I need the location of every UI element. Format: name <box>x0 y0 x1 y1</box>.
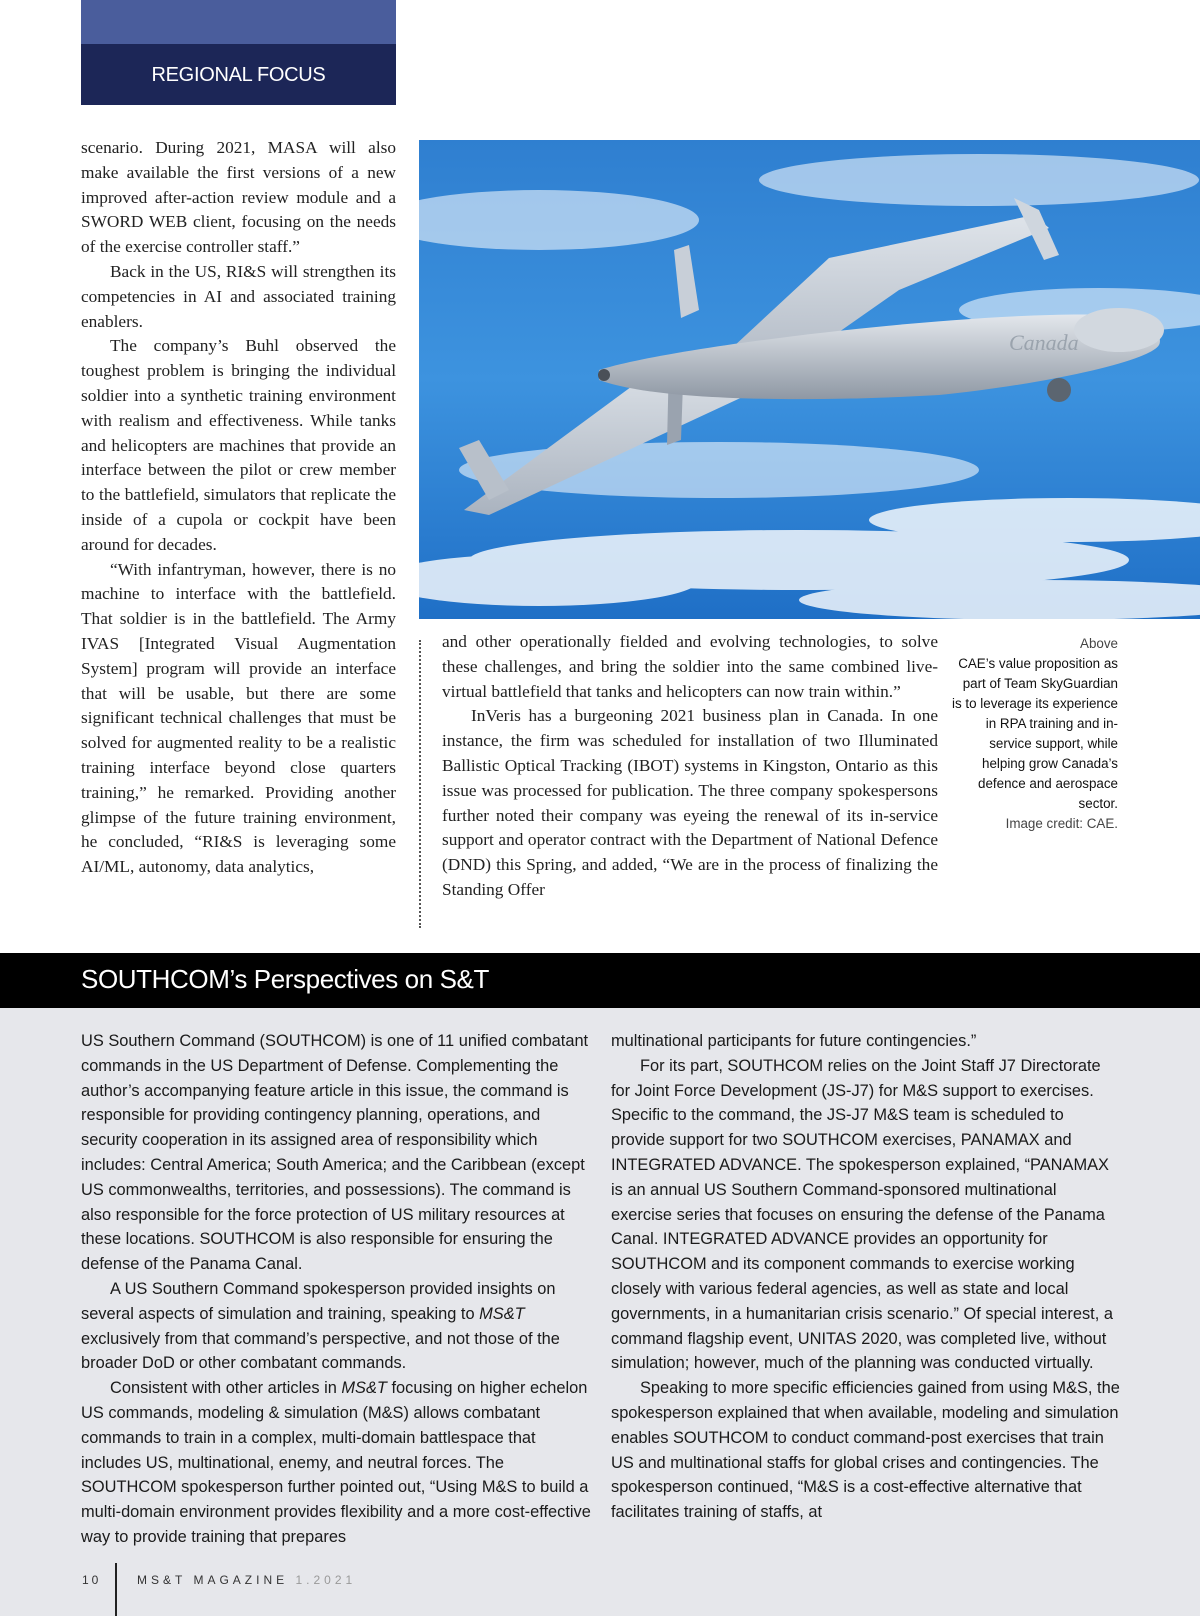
sidebar-paragraph: US Southern Command (SOUTHCOM) is one of 11 unified combatant commands in the US Department of Defense. Complementing the author’s accompanying feature article in this issue, the command is responsible for providing contingency planning, operations, and security cooperation in its assigned area of responsibility which includes: Central America; South America; and the Caribbean (except US commonwealths, territories, and possessions). The command is also responsible for the force protection of US military resources at these locations. SOUTHCOM is also responsible for ensuring the defense of the Panama Canal. <box>81 1032 589 1274</box>
drone-photo <box>419 140 1200 619</box>
column-divider <box>419 640 421 928</box>
sidebar-text: exclusively from that command’s perspective, and not those of the broader DoD or other combatant commands. <box>81 1329 560 1373</box>
article-paragraph: The company’s Buhl observed the toughest problem is bringing the individual soldier into a synthetic training environment with realism and effectiveness. While tanks and helicopters are machines that provide an interface between the pilot or crew member to the battlefield, simulators that replicate the inside of a cupola or cockpit have been around for decades. <box>81 336 396 554</box>
footer-magazine <box>137 1573 356 1587</box>
sidebar-text: focusing on higher echelon US commands, modeling & simulation (M&S) allows combatant commands to train in a complex, multi-domain battlespace that includes US, multinational, enemy, and neutral forces. The SOUTHCOM spokesperson further pointed out, “Using M&S to build a multi-domain environment provides flexibility and a more cost-effective way to provide training that prepares <box>81 1379 591 1546</box>
section-label: REGIONAL FOCUS <box>151 64 326 86</box>
sidebar-paragraph: multinational participants for future contingencies.” <box>611 1032 977 1050</box>
skyguardian-drone-illustration <box>419 140 1200 619</box>
caption-label: Above <box>1080 636 1118 651</box>
article-paragraph: “With infantryman, however, there is no machine to interface with the battlefield. That soldier is in the battlefield. The Army IVAS [Integrated Visual Augmentation System] program will provide an interface that will be usable, but there are some significant technical challenges that must be solved for augmented reality to be a realistic training interface beyond close quarters training,” he remarked. Providing another glimpse of the future training environment, he concluded, “RI&S is leveraging some AI/ML, autonomy, data analytics, <box>81 559 396 877</box>
issue-number: 1.2021 <box>295 1573 357 1587</box>
sidebar-column-left <box>81 1029 591 1550</box>
magazine-name: MS&T <box>479 1304 525 1323</box>
article-paragraph: InVeris has a burgeoning 2021 business plan in Canada. In one instance, the firm was scheduled for installation of two Illuminated Ballistic Optical Tracking (IBOT) systems in Kingston, Ontario as this issue was processed for publication. The three company spokespersons further noted their company was eyeing the renewal of its in-service support and operator contract with the Department of National Defence (DND) this Spring, and added, “We are in the process of finalizing the Standing Offer <box>442 706 938 899</box>
article-paragraph: Back in the US, RI&S will strengthen its competencies in AI and associated training enablers. <box>81 261 396 331</box>
aircraft-marking: Canada <box>1009 330 1079 355</box>
section-tab-top-band <box>81 0 396 44</box>
sidebar-column-right <box>611 1029 1121 1525</box>
caption-text: CAE’s value proposition as part of Team SkyGuardian is to leverage its experience in RPA training and in-service support, while helping grow Canada’s defence and aerospace sector. <box>952 656 1118 811</box>
article-paragraph: and other operationally fielded and evolving technologies, to solve these challenges, and bring the soldier into the same combined live-virtual battlefield that tanks and helicopters can now train within.” <box>442 632 938 701</box>
footer-divider <box>115 1563 117 1616</box>
sidebar-text: A US Southern Command spokesperson provided insights on several aspects of simulation and training, speaking to <box>81 1279 556 1323</box>
sidebar-paragraph <box>81 1376 591 1550</box>
page-number: 10 <box>82 1573 102 1587</box>
article-column-left <box>81 136 396 880</box>
article-paragraph: scenario. During 2021, MASA will also make available the first versions of a new improved after-action review module and a SWORD WEB client, focusing on the needs of the exercise controller staff.” <box>81 138 396 257</box>
caption-credit: Image credit: CAE. <box>1005 816 1118 831</box>
article-column-middle <box>442 630 938 903</box>
photo-caption <box>950 634 1118 834</box>
magazine-name: MS&T <box>341 1379 387 1398</box>
sidebar-title: SOUTHCOM’s Perspectives on S&T <box>81 964 489 994</box>
sidebar-paragraph: Speaking to more specific efficiencies gained from using M&S, the spokesperson explained that when available, modeling and simulation enables SOUTHCOM to conduct command-post exercises that train US and multinational staffs for global crises and contingencies. The spokesperson continued, “M&S is a cost-effective alternative that facilitates training of staffs, at <box>611 1379 1120 1522</box>
section-header-tab <box>81 0 396 105</box>
magazine-title: MS&T MAGAZINE <box>137 1573 289 1587</box>
sidebar-paragraph <box>81 1277 591 1376</box>
sidebar-paragraph: For its part, SOUTHCOM relies on the Joint Staff J7 Directorate for Joint Force Development (JS-J7) for M&S support to exercises. Specific to the command, the JS-J7 M&S team is scheduled to provide support for two SOUTHCOM exercises, PANAMAX and INTEGRATED ADVANCE. The spokesperson explained, “PANAMAX is an annual US Southern Command-sponsored multinational exercise series that focuses on ensuring the defense of the Panama Canal. INTEGRATED ADVANCE provides an opportunity for SOUTHCOM and its component commands to exercise working closely with various federal agencies, as well as state and local governments, in a humanitarian crisis scenario.” Of special interest, a command flagship event, UNITAS 2020, was completed live, without simulation; however, much of the planning was conducted virtually. <box>611 1056 1113 1373</box>
sidebar-text: Consistent with other articles in <box>110 1379 342 1398</box>
